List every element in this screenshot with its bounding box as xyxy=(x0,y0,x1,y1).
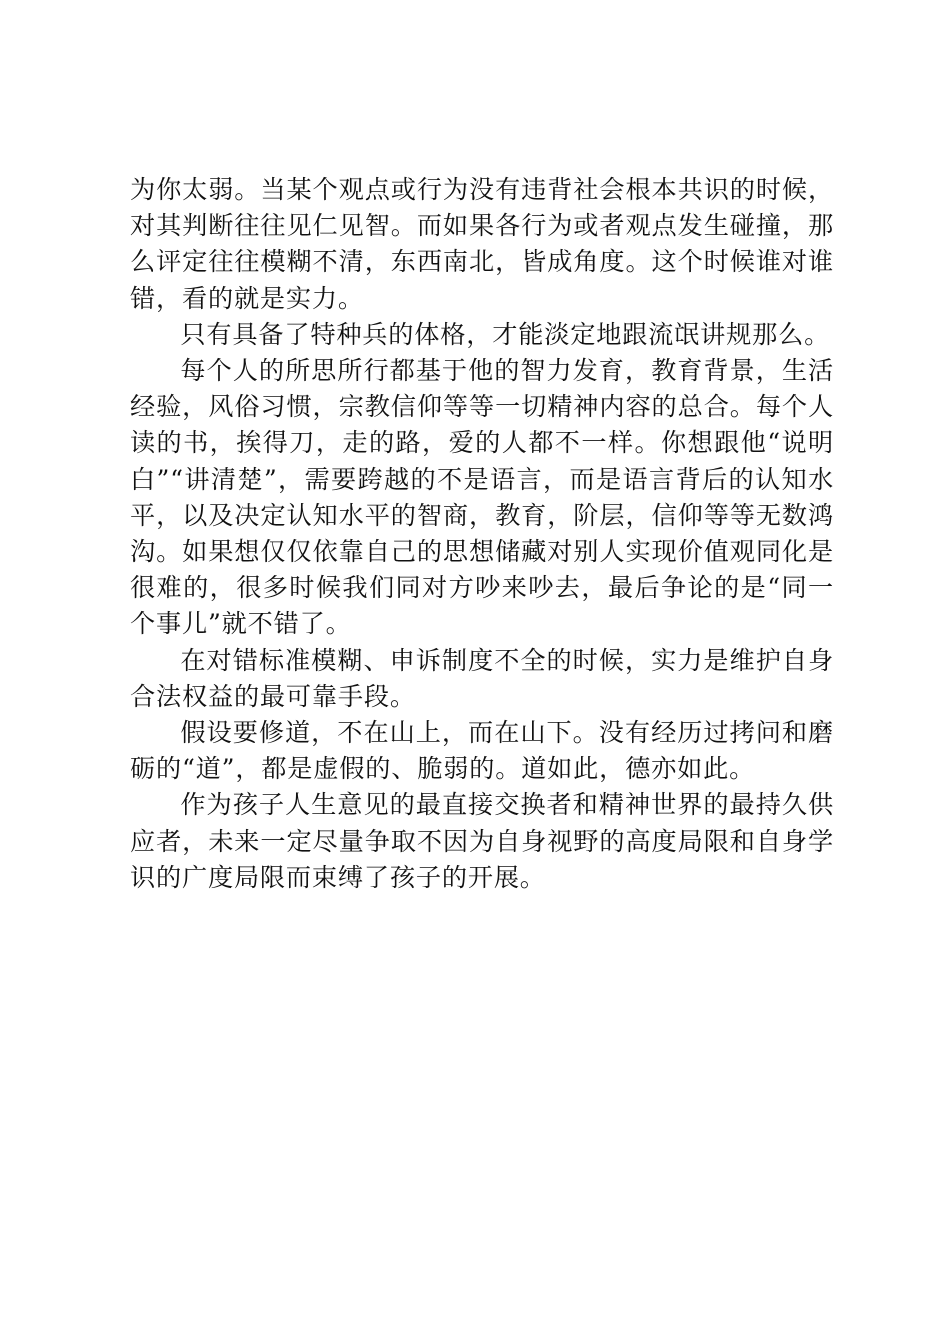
paragraph-2: 只有具备了特种兵的体格，才能淡定地跟流氓讲规那么。 xyxy=(180,319,831,349)
paragraph-3: 每个人的所思所行都基于他的智力发育，教育背景，生活经验，风俗习惯，宗教信仰等等一切精神内容的总合。每个人读的书，挨得刀，走的路，爱的人都不一样。你想跟他“说明白”“讲清楚”，需要跨越的不是语言，而是语言背后的认知水平，以及决定认知水平的智商，教育，阶层，信仰等等无数鸿沟。如果想仅仅依靠自己的思想储藏对别人实现价值观同化是很难的，很多时候我们同对方吵来吵去，最后争论的是“同一个事儿”就不错了。 xyxy=(130,356,834,639)
paragraph-4: 在对错标准模糊、申诉制度不全的时候，实力是维护自身合法权益的最可靠手段。 xyxy=(130,645,834,711)
document-body xyxy=(130,172,834,896)
paragraph-5: 假设要修道，不在山上，而在山下。没有经历过拷问和磨砺的“道”，都是虚假的、脆弱的。道如此，德亦如此。 xyxy=(130,718,834,784)
paragraph-6: 作为孩子人生意见的最直接交换者和精神世界的最持久供应者，未来一定尽量争取不因为自身视野的高度局限和自身学识的广度局限而束缚了孩子的开展。 xyxy=(130,790,834,892)
paragraph-1: 为你太弱。当某个观点或行为没有违背社会根本共识的时候，对其判断往往见仁见智。而如果各行为或者观点发生碰撞，那么评定往往模糊不清，东西南北，皆成角度。这个时候谁对谁错，看的就是实力。 xyxy=(130,175,834,313)
